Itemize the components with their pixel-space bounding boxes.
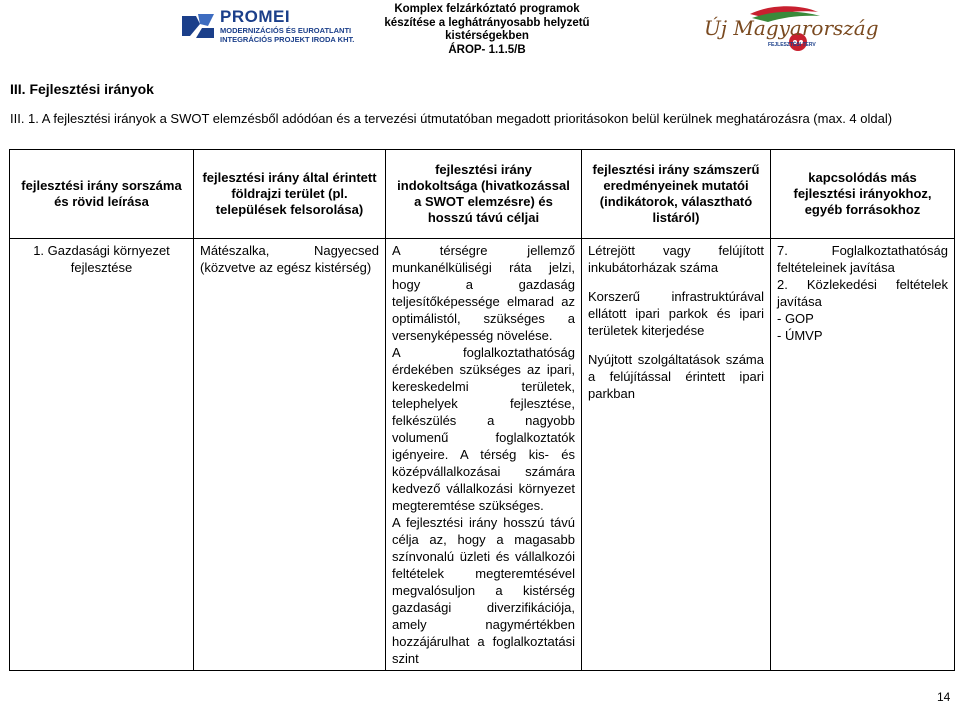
program-title-line: készítése a leghátrányosabb helyzetű [384,16,590,29]
table-header-row [10,150,955,239]
uj-magyarorszag-logo [690,2,879,64]
program-code: ÁROP- 1.1.5/B [448,43,526,56]
column-header: kapcsolódás más fejlesztési irányokhoz, egyéb forrásokhoz [771,150,955,239]
link-item: 2. Közlekedési feltételek javítása [777,277,948,309]
indicator-item: Nyújtott szolgáltatások száma a felújítással érintett ipari parkban [588,352,764,401]
link-item: - GOP [777,311,814,326]
indicator-item: Korszerű infrastruktúrával ellátott ipari parkok és ipari területek kiterjedése [588,289,764,338]
promei-name: PROMEI [220,7,291,26]
page-number: 14 [937,690,951,704]
justification-cell [386,239,582,671]
promei-subtitle-line-2: INTEGRÁCIÓS PROJEKT IRODA KHT. [220,35,355,44]
column-header: fejlesztési irány sorszáma és rövid leírása [10,150,194,239]
column-header: fejlesztési irány indokoltsága (hivatkozással a SWOT elemzésre) és hosszú távú céljai [386,150,582,239]
links-cell [771,239,955,671]
direction-text: 1. Gazdasági környezet fejlesztése [33,243,170,275]
column-header: fejlesztési irány által érintett földrajzi terület (pl. települések felsorolása) [194,150,386,239]
column-header: fejlesztési irány számszerű eredményeinek mutatói (indikátorok, választható listáról) [582,150,771,239]
link-item: 7. Foglalkoztathatóság feltételeinek javítása [777,243,948,275]
area-cell [194,239,386,671]
table-row [10,239,955,671]
promei-subtitle-line-1: MODERNIZÁCIÓS ÉS EUROATLANTI [220,26,352,35]
direction-cell [10,239,194,671]
section-title: III. Fejlesztési irányok [10,81,154,97]
promei-logo-mark [178,6,218,46]
link-item: - ÚMVP [777,328,823,343]
sub-heading: III. 1. A fejlesztési irányok a SWOT elemzésből adódóan és a tervezési útmutatóban megadott prioritásokon belül kerülnek meghatározásra (max. 4 oldal) [10,111,893,126]
program-title-line: Komplex felzárkóztató programok [394,3,580,15]
promei-logo [178,6,355,50]
logo-subtitle: FEJLESZTÉSI TERV [768,42,816,48]
area-text: Mátészalka, Nagyecsed (közvetve az egész kistérség) [200,243,379,275]
logo-text: Új Magyarország [704,16,879,40]
justification-paragraph: A térségre jellemző munkanélküliségi ráta jelzi, hogy a gazdaság teljesítőképessége elmarad az optimálistól, szükséges a versenyképesség növelése. [392,243,575,343]
justification-paragraph: A fejlesztési irány hosszú távú célja az, hogy a magasabb színvonalú üzleti és vállalkozói feltételek megteremtésével megvalósuljon a kistérség gazdasági diverzifikációja, amely nagymértékben hozzájárulhat a foglalkoztatási szint [392,515,575,666]
justification-paragraph: A foglalkoztathatóság érdekében szükséges az ipari, kereskedelmi területek, telephelyek fejlesztése, felkészülés a nagyobb volumenű foglalkoztatók igényeire. A térség kis- és középvállalkozásai számára kedvező vállalkozási környezet megteremtése szükséges. [392,345,575,513]
indicators-cell [582,239,771,671]
development-directions-table [9,149,955,671]
indicator-item: Létrejött vagy felújított inkubátorházak száma [588,243,764,275]
program-title [372,3,602,57]
page-header [0,0,960,64]
program-title-line: kistérségekben [445,30,529,42]
